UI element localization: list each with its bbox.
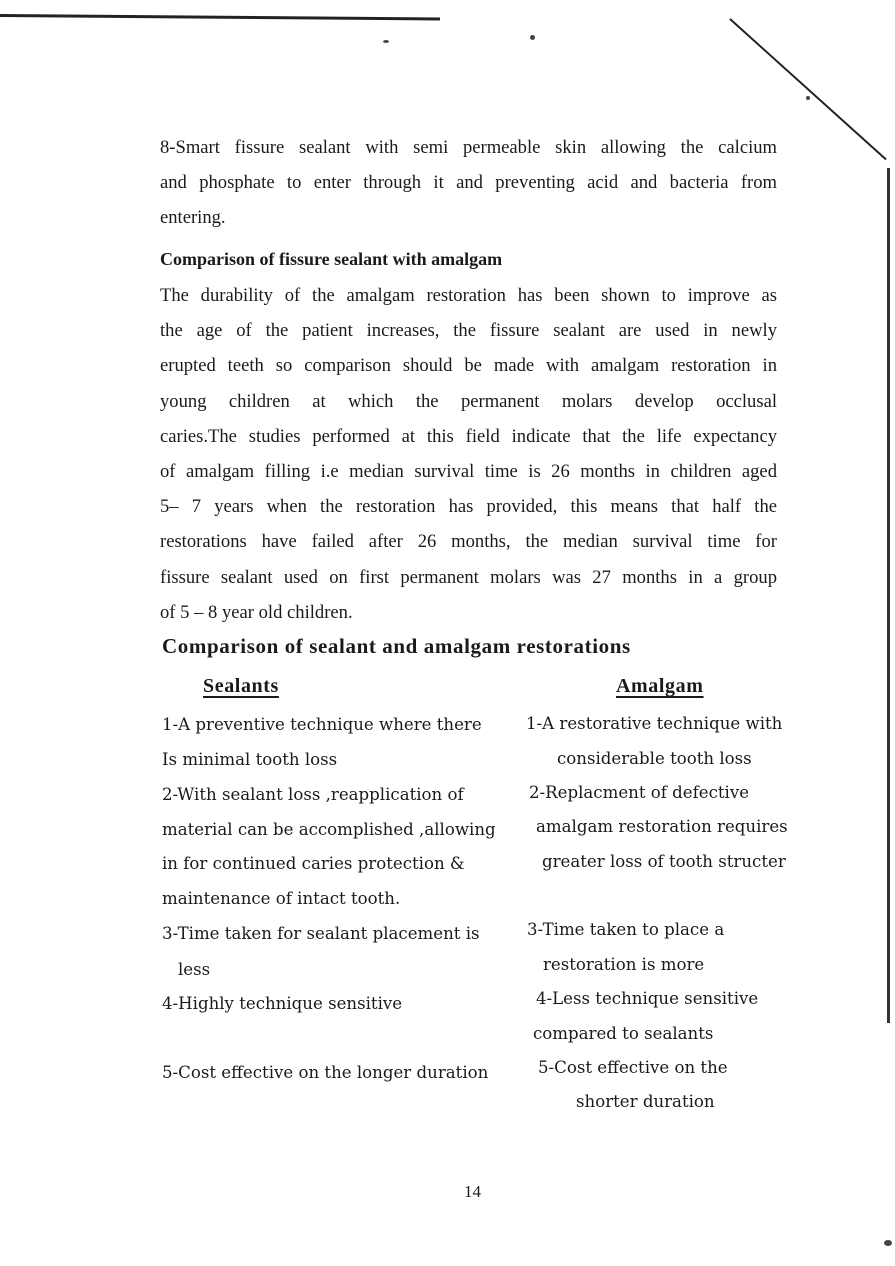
sealant-line: 4-Highly technique sensitive bbox=[162, 994, 403, 1013]
amalgam-line: amalgam restoration requires bbox=[536, 817, 788, 836]
sealant-line: in for continued caries protection & bbox=[162, 854, 465, 873]
text-line: fissure sealant used on first permanent molars was 27 months in a group bbox=[160, 566, 777, 588]
sealants-column-header: Sealants bbox=[203, 675, 279, 697]
sealant-line: less bbox=[178, 960, 211, 979]
amalgam-line: 1-A restorative technique with bbox=[526, 714, 783, 733]
text-line: and phosphate to enter through it and preventing acid and bacteria from bbox=[160, 172, 777, 194]
scan-page-edge bbox=[887, 168, 890, 1023]
sealant-line: 1-A preventive technique where there bbox=[162, 715, 482, 734]
text-line: The durability of the amalgam restoration has been shown to improve as bbox=[160, 285, 777, 306]
page-number: 14 bbox=[464, 1182, 481, 1201]
sealant-line: 3-Time taken for sealant placement is bbox=[162, 924, 480, 943]
amalgam-line: 2-Replacment of defective bbox=[529, 783, 750, 802]
text-line: of 5 – 8 year old children. bbox=[160, 601, 353, 623]
scan-speck bbox=[530, 35, 535, 40]
scan-speck bbox=[806, 96, 810, 100]
scan-speck bbox=[884, 1240, 892, 1246]
sealant-line: material can be accomplished ,allowing bbox=[162, 820, 496, 839]
sealant-line: Is minimal tooth loss bbox=[162, 750, 338, 769]
amalgam-line: 5-Cost effective on the bbox=[538, 1058, 728, 1077]
text-line: restorations have failed after 26 months, the median survival time for bbox=[160, 531, 777, 553]
amalgam-line: shorter duration bbox=[576, 1092, 715, 1111]
text-line: caries.The studies performed at this field indicate that the life expectancy bbox=[160, 425, 777, 447]
amalgam-line: 4-Less technique sensitive bbox=[536, 989, 759, 1008]
sealant-line: 2-With sealant loss ,reapplication of bbox=[162, 785, 464, 804]
comparison-paragraph bbox=[160, 278, 777, 630]
text-line: young children at which the permanent molars develop occlusal bbox=[160, 390, 777, 412]
amalgam-line: compared to sealants bbox=[533, 1024, 714, 1043]
text-line: 8-Smart fissure sealant with semi permeable skin allowing the calcium bbox=[160, 137, 777, 158]
sealant-line: 5-Cost effective on the longer duration bbox=[162, 1063, 489, 1082]
text-line: 5– 7 years when the restoration has provided, this means that half the bbox=[160, 496, 777, 518]
amalgam-line: considerable tooth loss bbox=[557, 749, 752, 768]
table-title: Comparison of sealant and amalgam restorations bbox=[162, 634, 631, 658]
scan-speck bbox=[383, 40, 389, 43]
comparison-heading: Comparison of fissure sealant with amalgam bbox=[160, 249, 503, 269]
text-line: erupted teeth so comparison should be made with amalgam restoration in bbox=[160, 355, 777, 377]
text-line: the age of the patient increases, the fissure sealant are used in newly bbox=[160, 320, 777, 342]
amalgam-line: greater loss of tooth structer bbox=[542, 852, 786, 871]
text-line: of amalgam filling i.e median survival time is 26 months in children aged bbox=[160, 461, 777, 483]
amalgam-line: 3-Time taken to place a bbox=[527, 920, 725, 939]
sealant-line: maintenance of intact tooth. bbox=[162, 889, 401, 908]
amalgam-line: restoration is more bbox=[543, 955, 705, 974]
scan-border-line bbox=[0, 14, 440, 20]
paragraph-smart-sealant bbox=[160, 130, 777, 236]
text-line: entering. bbox=[160, 207, 226, 229]
amalgam-column-header: Amalgam bbox=[616, 675, 704, 697]
